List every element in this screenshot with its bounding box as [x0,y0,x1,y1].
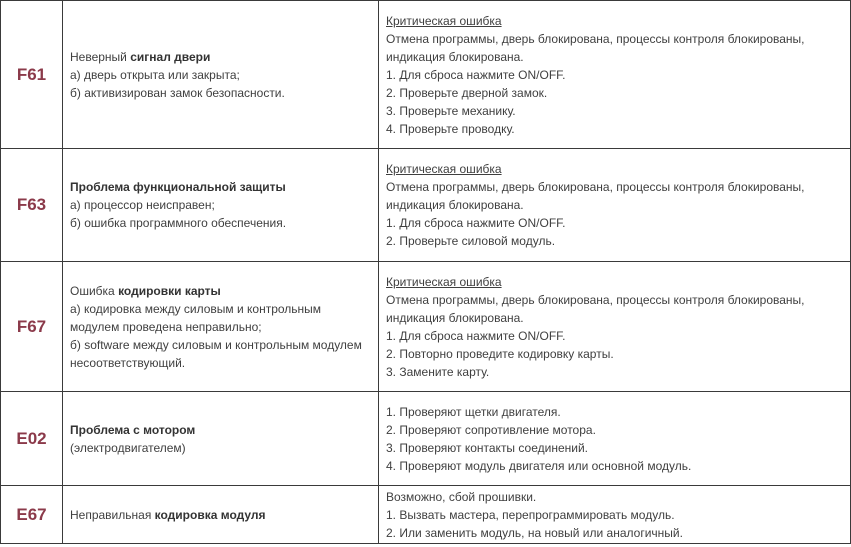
remedy-note: Отмена программы, дверь блокирована, процессы контроля блокированы, индикация блокирована. [386,292,805,325]
remedy-note: Возможно, сбой прошивки. [386,489,537,504]
description-line: б) software между силовым и контрольным модулем несоответствующий. [70,337,362,370]
error-code: F61 [1,1,63,149]
critical-error-link[interactable]: Критическая ошибка [386,274,502,289]
critical-error-link[interactable]: Критическая ошибка [386,13,502,28]
remedy-step: 3. Проверьте механику. [386,103,516,118]
remedy-step: 2. Повторно проведите кодировку карты. [386,346,614,361]
remedy-note: Отмена программы, дверь блокирована, процессы контроля блокированы, индикация блокирована. [386,180,805,212]
critical-error-link[interactable]: Критическая ошибка [386,162,502,176]
error-remedy [379,392,851,486]
description-line: а) процессор неисправен; [70,198,215,212]
remedy-step: 1. Для сброса нажмите ON/OFF. [386,67,566,82]
error-remedy [379,1,851,149]
table-row [1,262,851,392]
description-title [70,282,372,300]
title-plain: Ошибка [70,283,119,298]
remedy-step: 2. Проверьте дверной замок. [386,85,548,100]
title-bold: Проблема функциональной защиты [70,180,286,194]
table-row [1,392,851,486]
table-row [1,1,851,149]
error-remedy [379,149,851,262]
remedy-step: 2. Проверяют сопротивление мотора. [386,422,596,437]
remedy-step: 2. Или заменить модуль, на новый или аналогичный. [386,525,683,540]
error-code: E02 [1,392,63,486]
description-line: а) кодировка между силовым и контрольным модулем проведена неправильно; [70,301,322,334]
title-bold: Проблема с мотором [70,422,196,437]
remedy-step: 2. Проверьте силовой модуль. [386,234,556,248]
title-bold: кодировки карты [118,283,221,298]
table-row [1,486,851,544]
title-bold: сигнал двери [130,49,211,64]
remedy-step: 1. Проверяют щетки двигателя. [386,404,561,419]
remedy-step: 4. Проверяют модуль двигателя или основной модуль. [386,458,692,473]
table-row [1,149,851,262]
remedy-step: 3. Замените карту. [386,364,490,379]
remedy-step: 1. Для сброса нажмите ON/OFF. [386,328,566,343]
description-line: а) дверь открыта или закрыта; [70,67,240,82]
error-description [63,392,379,486]
title-plain: Неправильная [70,507,155,522]
error-description [63,486,379,544]
remedy-step: 1. Для сброса нажмите ON/OFF. [386,216,566,230]
error-code: F67 [1,262,63,392]
error-description [63,1,379,149]
error-remedy [379,262,851,392]
error-code: F63 [1,149,63,262]
description-title [70,506,372,524]
error-remedy [379,486,851,544]
title-bold: кодировка модуля [154,507,266,522]
description-title [70,421,372,439]
description-line: б) ошибка программного обеспечения. [70,216,287,230]
description-line: (электродвигателем) [70,440,186,455]
remedy-step: 4. Проверьте проводку. [386,121,515,136]
remedy-step: 3. Проверяют контакты соединений. [386,440,588,455]
remedy-note: Отмена программы, дверь блокирована, процессы контроля блокированы, индикация блокирована. [386,31,805,64]
error-description [63,149,379,262]
description-title [70,48,372,66]
title-plain: Неверный [70,49,131,64]
description-line: б) активизирован замок безопасности. [70,85,285,100]
error-description [63,262,379,392]
description-title [70,178,372,196]
remedy-step: 1. Вызвать мастера, перепрограммировать модуль. [386,507,675,522]
error-code: E67 [1,486,63,544]
